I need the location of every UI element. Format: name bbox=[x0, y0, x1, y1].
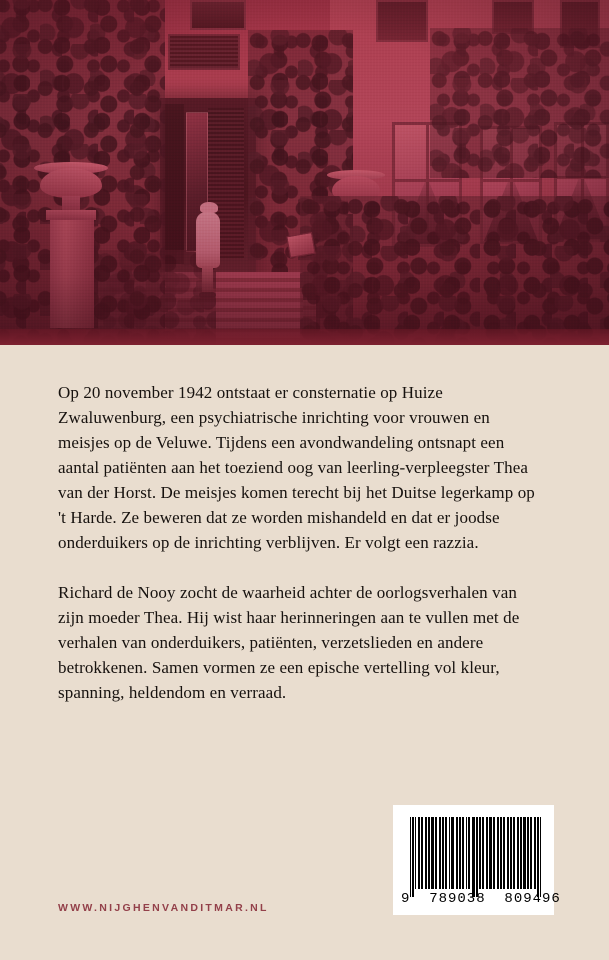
blurb-paragraph-2: Richard de Nooy zocht de waarheid achter de oorlogsverhalen van zijn moeder Thea. Hij wist haar herinneringen aan te vullen met de verhalen van onderduikers, patiënten, verzetslieden en andere betrokkenen. Samen vormen ze een epische vertelling vol kleur, spanning, heldendom en verraad. bbox=[58, 583, 520, 702]
cover-photograph bbox=[0, 0, 609, 345]
blurb-paragraph-1: Op 20 november 1942 ontstaat er consternatie op Huize Zwaluwenburg, een psychiatrische inrichting voor vrouwen en meisjes op de Veluwe. Tijdens een avondwandeling ontsnapt een aantal patiënten aan het toeziend oog van leerling-verpleegster Thea van der Horst. De meisjes komen terecht bij het Duitse legerkamp op 't Harde. Ze beweren dat ze worden mishandeld en dat er joodse onderduikers op de inrichting verblijven. Er volgt een razzia. bbox=[58, 383, 535, 552]
barcode-digits: 9 789038 809496 bbox=[401, 891, 561, 907]
isbn-barcode bbox=[393, 805, 561, 915]
photo-vignette bbox=[0, 0, 609, 345]
photo-bottom-band bbox=[0, 329, 609, 345]
publisher-website-url[interactable]: WWW.NIJGHENVANDITMAR.NL bbox=[58, 902, 269, 914]
back-cover-blurb bbox=[58, 380, 538, 705]
barcode-bars bbox=[410, 817, 542, 889]
